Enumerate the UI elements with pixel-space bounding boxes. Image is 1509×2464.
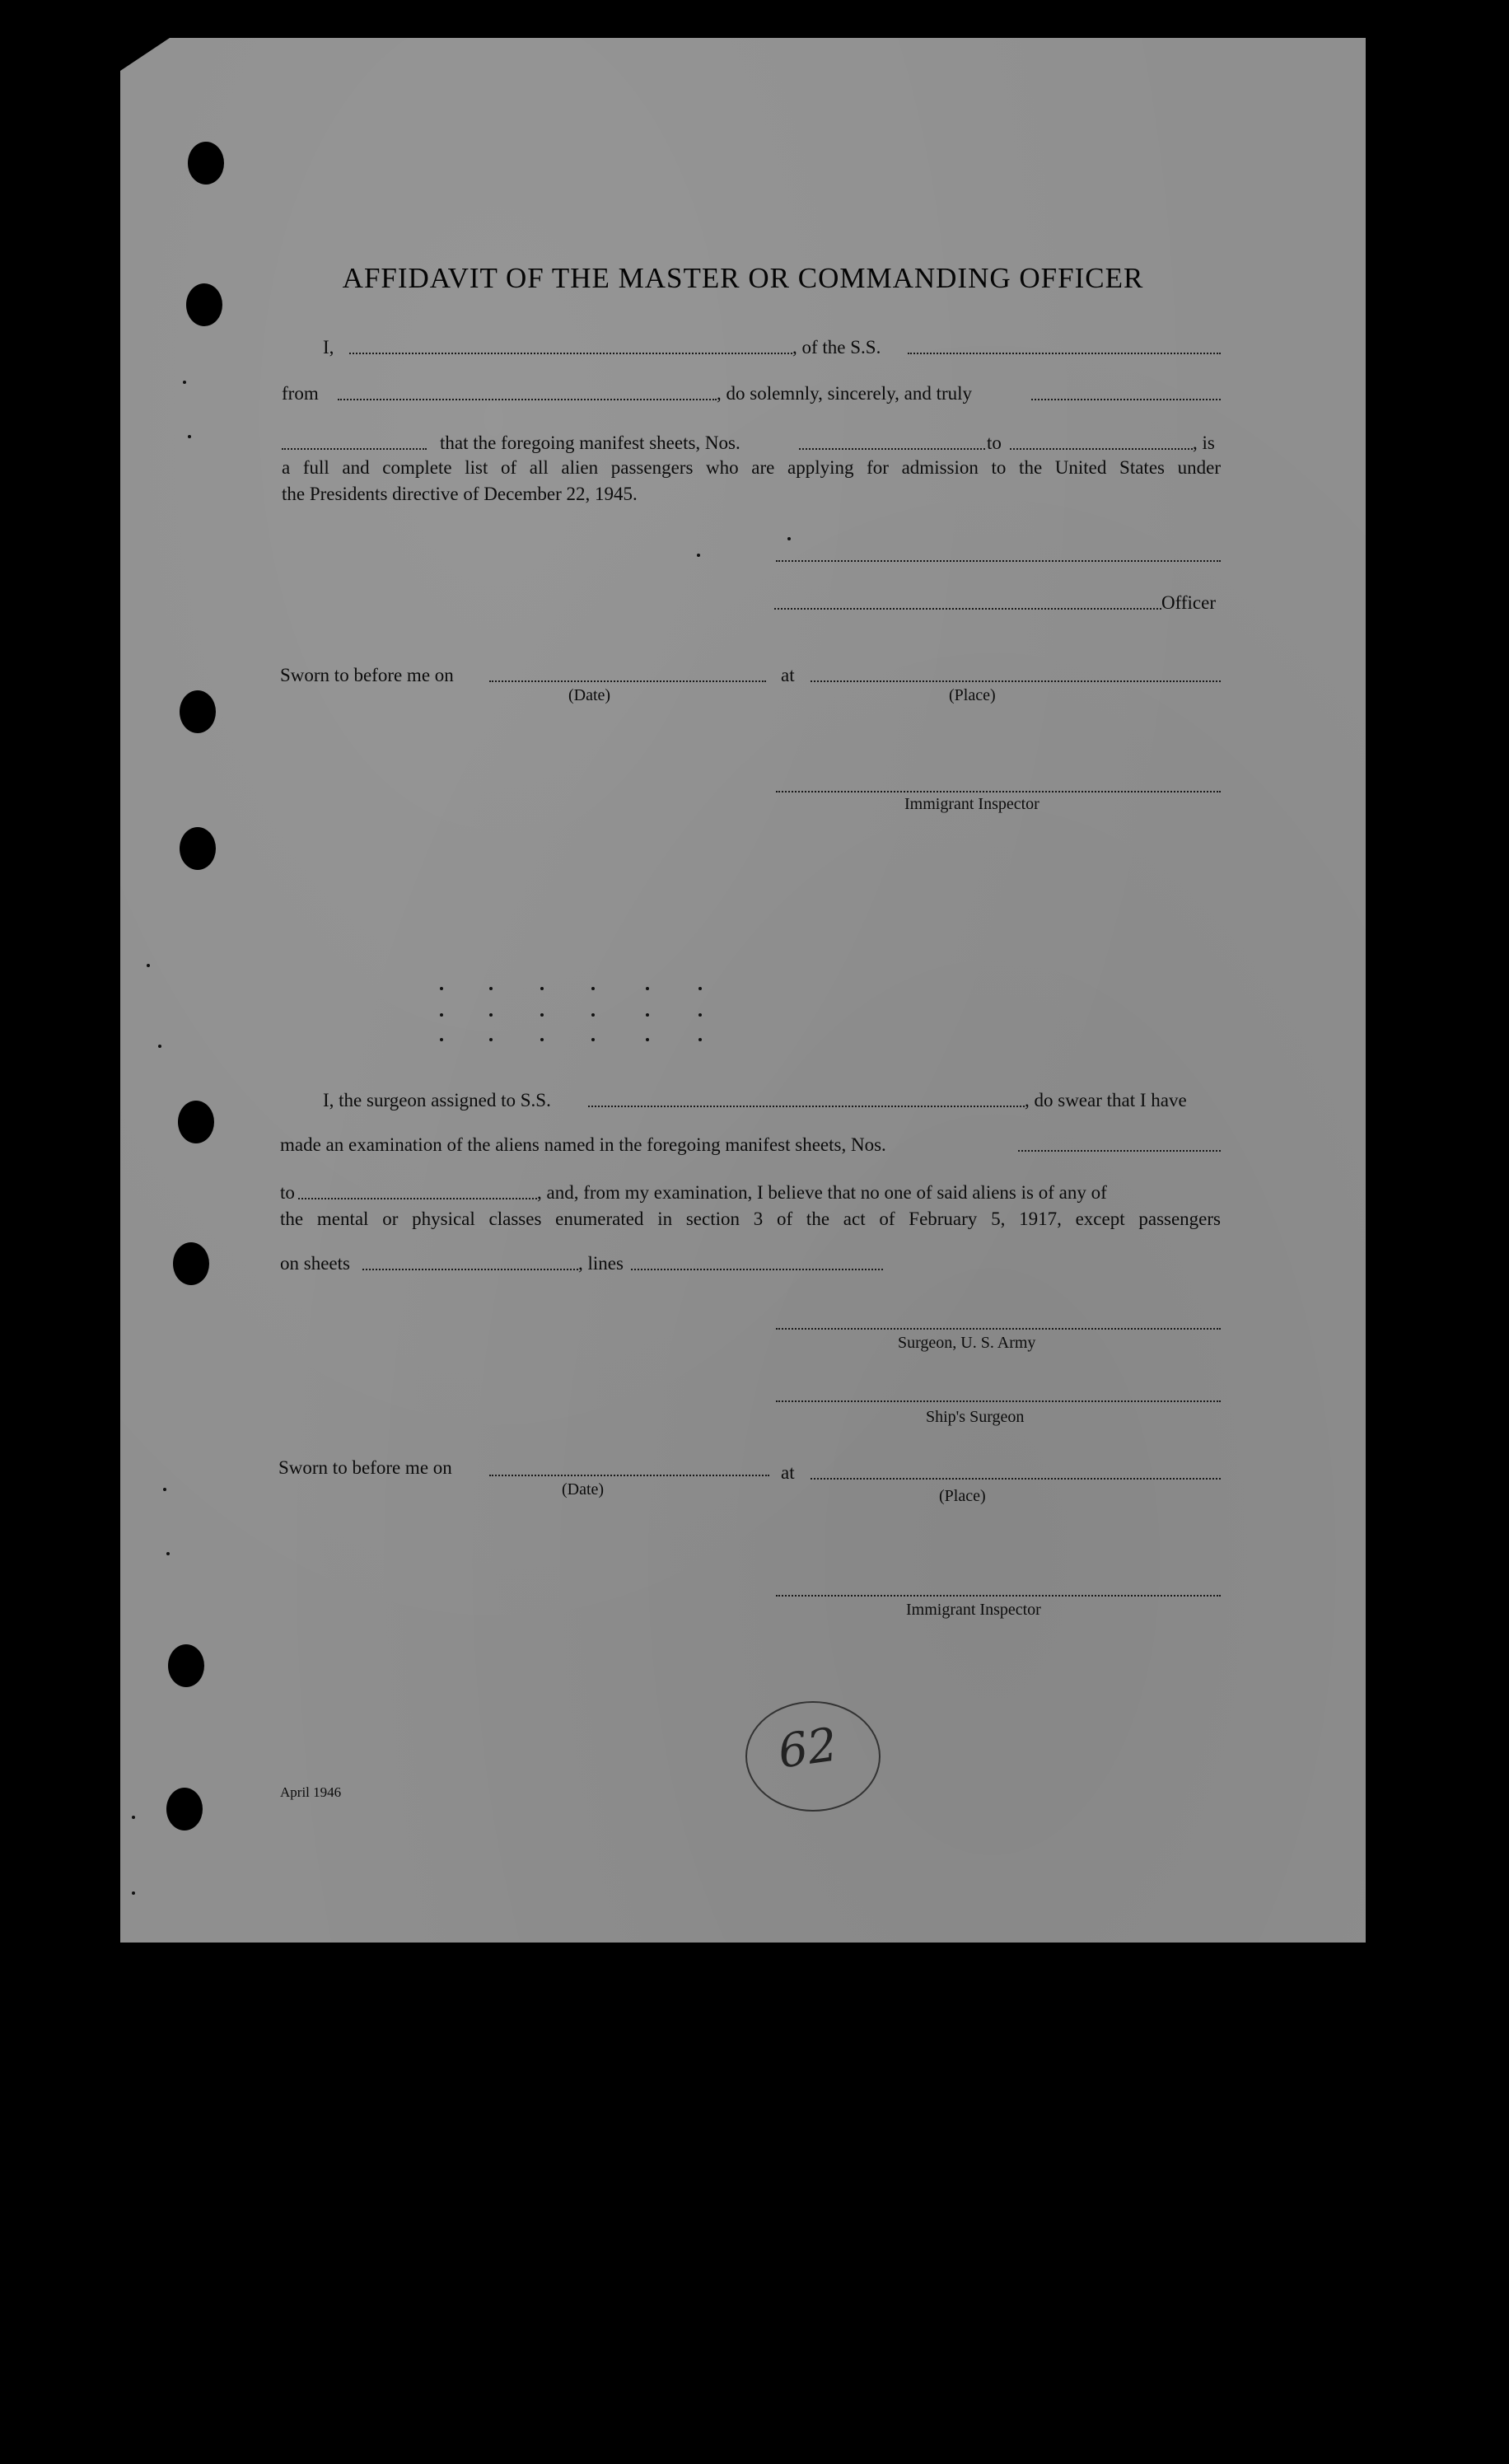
punch-hole: [180, 690, 216, 733]
speck: [147, 964, 150, 967]
punch-hole: [188, 142, 224, 185]
army-surgeon-caption: Surgeon, U. S. Army: [898, 1334, 1036, 1352]
speck: [440, 1013, 443, 1017]
speck: [698, 987, 702, 990]
officer-signature-field[interactable]: [774, 608, 1161, 610]
ships-surgeon-caption: Ship's Surgeon: [926, 1408, 1025, 1426]
manifest-sheets-label: that the foregoing manifest sheets, Nos.: [440, 432, 740, 453]
ships-surgeon-signature-field[interactable]: [776, 1400, 1221, 1402]
punch-hole: [178, 1101, 214, 1143]
punch-hole: [166, 1788, 203, 1830]
speck: [698, 1038, 702, 1041]
speck: [188, 435, 191, 438]
from-port-field[interactable]: [338, 399, 717, 400]
lines-field[interactable]: [631, 1269, 883, 1270]
speck: [540, 1038, 544, 1041]
swear-label: , do swear that I have: [1025, 1090, 1187, 1110]
inspector-signature-field[interactable]: [776, 791, 1221, 793]
speck: [646, 1013, 649, 1017]
place-caption: (Place): [949, 686, 996, 704]
full-list-statement: a full and complete list of all alien passengers who are applying for admission to the United States under: [282, 457, 1221, 478]
sworn-label: Sworn to before me on: [280, 665, 454, 685]
at-label: at: [781, 665, 795, 685]
speck: [540, 987, 544, 990]
speck: [489, 987, 493, 990]
surgeon-sworn-place-field[interactable]: [811, 1478, 1221, 1480]
directive-statement: the Presidents directive of December 22, 1945.: [282, 484, 638, 504]
punch-hole: [168, 1644, 204, 1687]
punch-hole: [180, 827, 216, 870]
signature-line-1[interactable]: [776, 560, 1221, 562]
surgeon-ship-field[interactable]: [588, 1106, 1025, 1107]
is-label: , is: [1193, 432, 1215, 453]
speck: [489, 1013, 493, 1017]
surgeon-sheets-field[interactable]: [1018, 1150, 1221, 1152]
on-sheets-label: on sheets: [280, 1253, 350, 1274]
surgeon-sworn-date-field[interactable]: [489, 1475, 769, 1476]
surgeon-to-field[interactable]: [298, 1198, 537, 1199]
surgeon-at-label: at: [781, 1462, 795, 1483]
classes-statement: the mental or physical classes enumerated in section 3 of the act of February 5, 1917, except passengers: [280, 1209, 1221, 1229]
on-sheets-field[interactable]: [362, 1269, 578, 1270]
speck: [489, 1038, 493, 1041]
speck: [698, 1013, 702, 1017]
speck: [132, 1891, 135, 1895]
surgeon-date-caption: (Date): [562, 1480, 605, 1499]
speck: [697, 554, 700, 557]
surgeon-to-label: to: [280, 1182, 295, 1203]
surgeon-place-caption: (Place): [939, 1487, 986, 1505]
inspector-caption: Immigrant Inspector: [904, 795, 1039, 813]
form-revision-date: April 1946: [280, 1784, 342, 1800]
lines-label: , lines: [578, 1253, 624, 1274]
speck: [540, 1013, 544, 1017]
form-title: AFFIDAVIT OF THE MASTER OR COMMANDING OFFICER: [342, 262, 1144, 294]
punch-hole: [173, 1242, 209, 1285]
army-surgeon-signature-field[interactable]: [776, 1328, 1221, 1330]
speck: [166, 1552, 170, 1555]
surgeon-inspector-signature-field[interactable]: [776, 1595, 1221, 1597]
speck: [163, 1488, 166, 1491]
speck: [158, 1045, 161, 1048]
sworn-date-field[interactable]: [489, 680, 766, 682]
belief-statement: , and, from my examination, I believe that no one of said aliens is of any of: [537, 1182, 1107, 1203]
speck: [646, 1038, 649, 1041]
sworn-place-field[interactable]: [811, 680, 1221, 682]
master-name-field[interactable]: [349, 353, 792, 354]
solemnly-label: , do solemnly, sincerely, and truly: [717, 383, 973, 404]
speck: [440, 1038, 443, 1041]
form-sheet: [120, 38, 1366, 1943]
officer-label: Officer: [1161, 592, 1216, 613]
sheets-from-field[interactable]: [799, 448, 985, 450]
speck: [183, 381, 186, 384]
handwritten-number: 62: [774, 1718, 841, 1779]
from-label: from: [282, 383, 319, 404]
speck: [591, 1038, 595, 1041]
swear-field[interactable]: [1031, 399, 1221, 400]
speck: [132, 1816, 135, 1819]
speck: [591, 1013, 595, 1017]
affirm-field[interactable]: [282, 448, 427, 450]
ship-name-field[interactable]: [908, 353, 1221, 354]
speck: [591, 987, 595, 990]
speck: [440, 987, 443, 990]
torn-corner: [120, 38, 170, 71]
master-i-label: I,: [323, 337, 334, 358]
to-label: to: [987, 432, 1002, 453]
speck: [787, 537, 791, 540]
speck: [646, 987, 649, 990]
examination-label: made an examination of the aliens named in the foregoing manifest sheets, Nos.: [280, 1134, 886, 1155]
surgeon-i-label: I, the surgeon assigned to S.S.: [323, 1090, 551, 1110]
of-ss-label: , of the S.S.: [792, 337, 881, 358]
date-caption: (Date): [568, 686, 611, 704]
sheets-to-field[interactable]: [1010, 448, 1193, 450]
surgeon-inspector-caption: Immigrant Inspector: [906, 1601, 1041, 1619]
surgeon-sworn-label: Sworn to before me on: [278, 1457, 452, 1478]
